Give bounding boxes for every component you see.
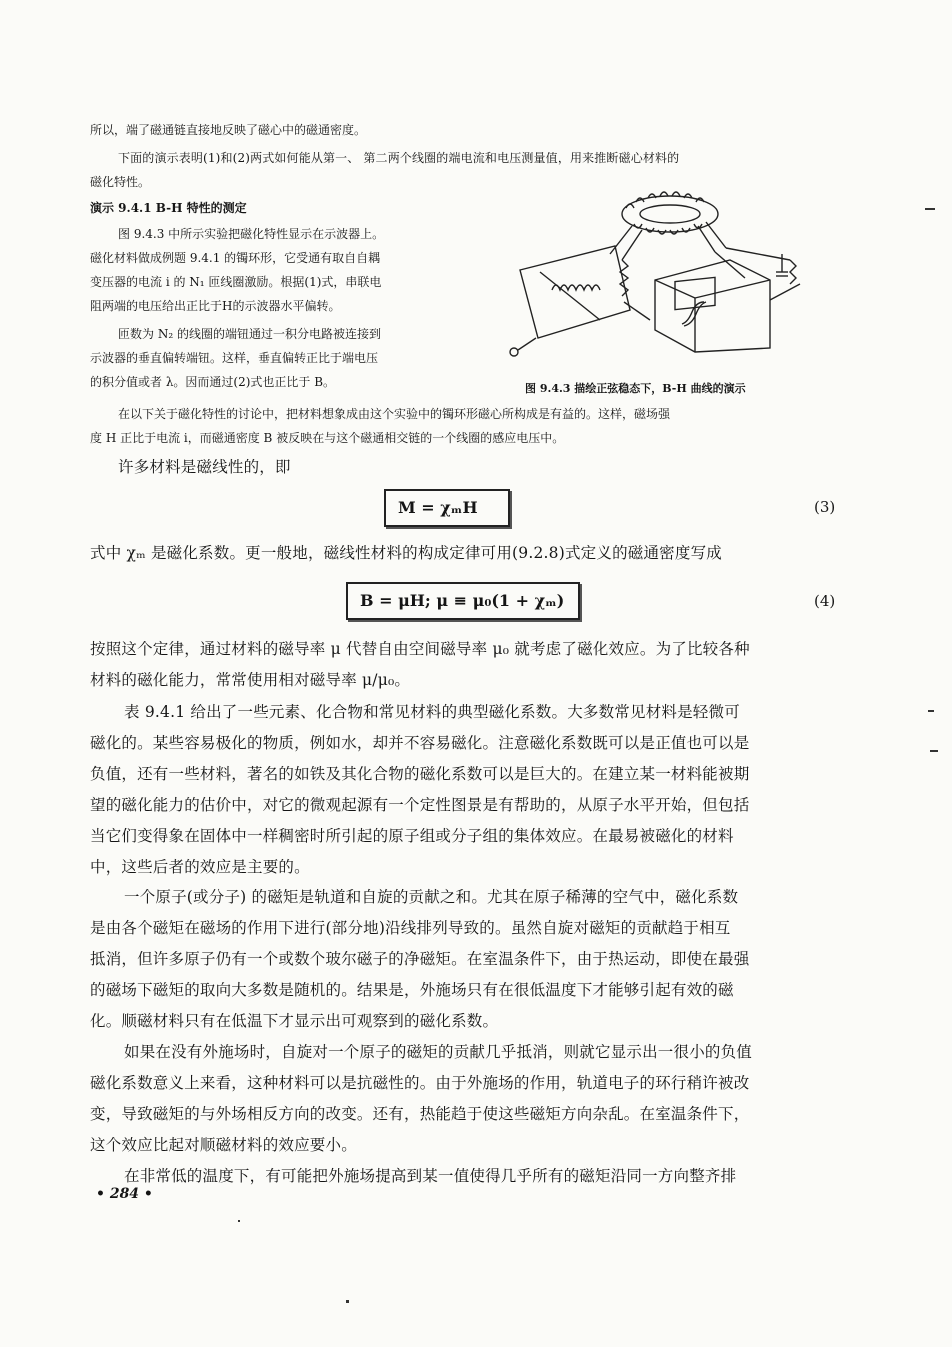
- text-line: 抵消，但许多原子仍有一个或数个玻尔磁子的净磁矩。在室温条件下，由于热运动，即使在最强: [90, 950, 750, 968]
- scan-mark: [238, 1220, 240, 1222]
- text-line: 变，导致磁矩的与外场相反方向的改变。还有，热能趋于使这些磁矩方向杂乱。在室温条件下，: [90, 1105, 750, 1123]
- text-line: 的积分值或者 λ。因而通过(2)式也正比于 B。: [90, 375, 336, 389]
- text-line: 阻两端的电压给出正比于H的示波器水平偏转。: [90, 299, 341, 313]
- text-line: 在以下关于磁化特性的讨论中，把材料想象成由这个实验中的镯环形磁心所构成是有益的。这样，磁场强: [118, 407, 671, 421]
- equation-3: M = χₘH: [384, 489, 510, 527]
- text-line: 示波器的垂直偏转端钮。这样，垂直偏转正比于端电压: [90, 351, 379, 365]
- text-line: 在非常低的温度下，有可能把外施场提高到某一值使得几乎所有的磁矩沿同一方向整齐排: [124, 1167, 737, 1185]
- text-line: 匝数为 N₂ 的线圈的端钮通过一积分电路被连接到: [118, 327, 381, 341]
- text-line: 按照这个定律，通过材料的磁导率 μ 代替自由空间磁导率 μ₀ 就考虑了磁化效应。为了比较各种: [90, 640, 750, 658]
- text-line: 的磁场下磁矩的取向大多数是随机的。结果是，外施场只有在很低温度下才能够引起有效的磁: [90, 981, 734, 999]
- equation-number: (3): [814, 498, 836, 516]
- text-line: 化。顺磁材料只有在低温下才显示出可观察到的磁化系数。: [90, 1012, 499, 1030]
- equation-4: B = μH; μ ≡ μ₀(1 + χₘ): [346, 582, 580, 620]
- text-line: 磁化特性。: [90, 175, 151, 189]
- text-line: 所以，端了磁通链直接地反映了磁心中的磁通密度。: [90, 123, 367, 137]
- text-line: 图 9.4.3 中所示实验把磁化特性显示在示波器上。: [118, 227, 385, 241]
- text-line: 当它们变得象在固体中一样稠密时所引起的原子组或分子组的集体效应。在最易被磁化的材料: [90, 827, 734, 845]
- text-line: 一个原子(或分子) 的磁矩是轨道和自旋的贡献之和。尤其在原子稀薄的空气中，磁化系数: [124, 888, 739, 906]
- text-line: 磁化系数意义上来看，这种材料可以是抗磁性的。由于外施场的作用，轨道电子的环行稍许被改: [90, 1074, 750, 1092]
- text-line: 变压器的电流 i 的 N₁ 匝线圈激励。根据(1)式，串联电: [90, 275, 382, 289]
- text-line: 负值，还有一些材料，著名的如铁及其化合物的磁化系数可以是巨大的。在建立某一材料能被期: [90, 765, 750, 783]
- autotransformer: [520, 246, 630, 338]
- figure-caption: 图 9.4.3 描绘正弦稳态下，B-H 曲线的演示: [525, 382, 746, 395]
- text-line: 磁化的。某些容易极化的物质，例如水，却并不容易磁化。注意磁化系数既可以是正值也可以是: [90, 734, 750, 752]
- page-number: • 284 •: [96, 1186, 153, 1202]
- series-resistor: [620, 260, 628, 296]
- demo-heading: 演示 9.4.1 B-H 特性的测定: [90, 201, 247, 215]
- scan-mark: [930, 750, 938, 752]
- text-line: 这个效应比起对顺磁材料的效应要小。: [90, 1136, 357, 1154]
- text-line: 中，这些后者的效应是主要的。: [90, 858, 310, 876]
- text-line: 式中 χₘ 是磁化系数。更一般地，磁线性材料的构成定律可用(9.2.8)式定义的磁通密度写成: [90, 544, 722, 562]
- text-line: 磁化材料做成例题 9.4.1 的镯环形，它受通有取自自耦: [90, 251, 381, 265]
- equation-number: (4): [814, 592, 836, 610]
- text-line: 材料的磁化能力，常常使用相对磁导率 μ/μ₀。: [90, 671, 411, 689]
- text-line: 度 H 正比于电流 i，而磁通密度 B 被反映在与这个磁通相交链的一个线圈的感应电压中。: [90, 431, 565, 445]
- text-line: 是由各个磁矩在磁场的作用下进行(部分地)沿线排列导致的。虽然自旋对磁矩的贡献趋于相互: [90, 919, 731, 937]
- scan-mark: [346, 1300, 349, 1303]
- scan-mark: [928, 710, 934, 712]
- text-line: 望的磁化能力的估价中，对它的微观起源有一个定性图景是有帮助的，从原子水平开始，但包括: [90, 796, 750, 814]
- text-line: 下面的演示表明(1)和(2)两式如何能从第一、 第二两个线圈的端电流和电压测量值，用来推断磁心材料的: [118, 151, 680, 165]
- text-line: 表 9.4.1 给出了一些元素、化合物和常见材料的典型磁化系数。大多数常见材料是轻微可: [124, 703, 740, 721]
- text-line: 许多材料是磁线性的，即: [118, 458, 291, 476]
- bh-apparatus-figure: [500, 180, 830, 370]
- text-line: 如果在没有外施场时，自旋对一个原子的磁矩的贡献几乎抵消，则就它显示出一很小的负值: [124, 1043, 753, 1061]
- scan-mark: [925, 208, 935, 210]
